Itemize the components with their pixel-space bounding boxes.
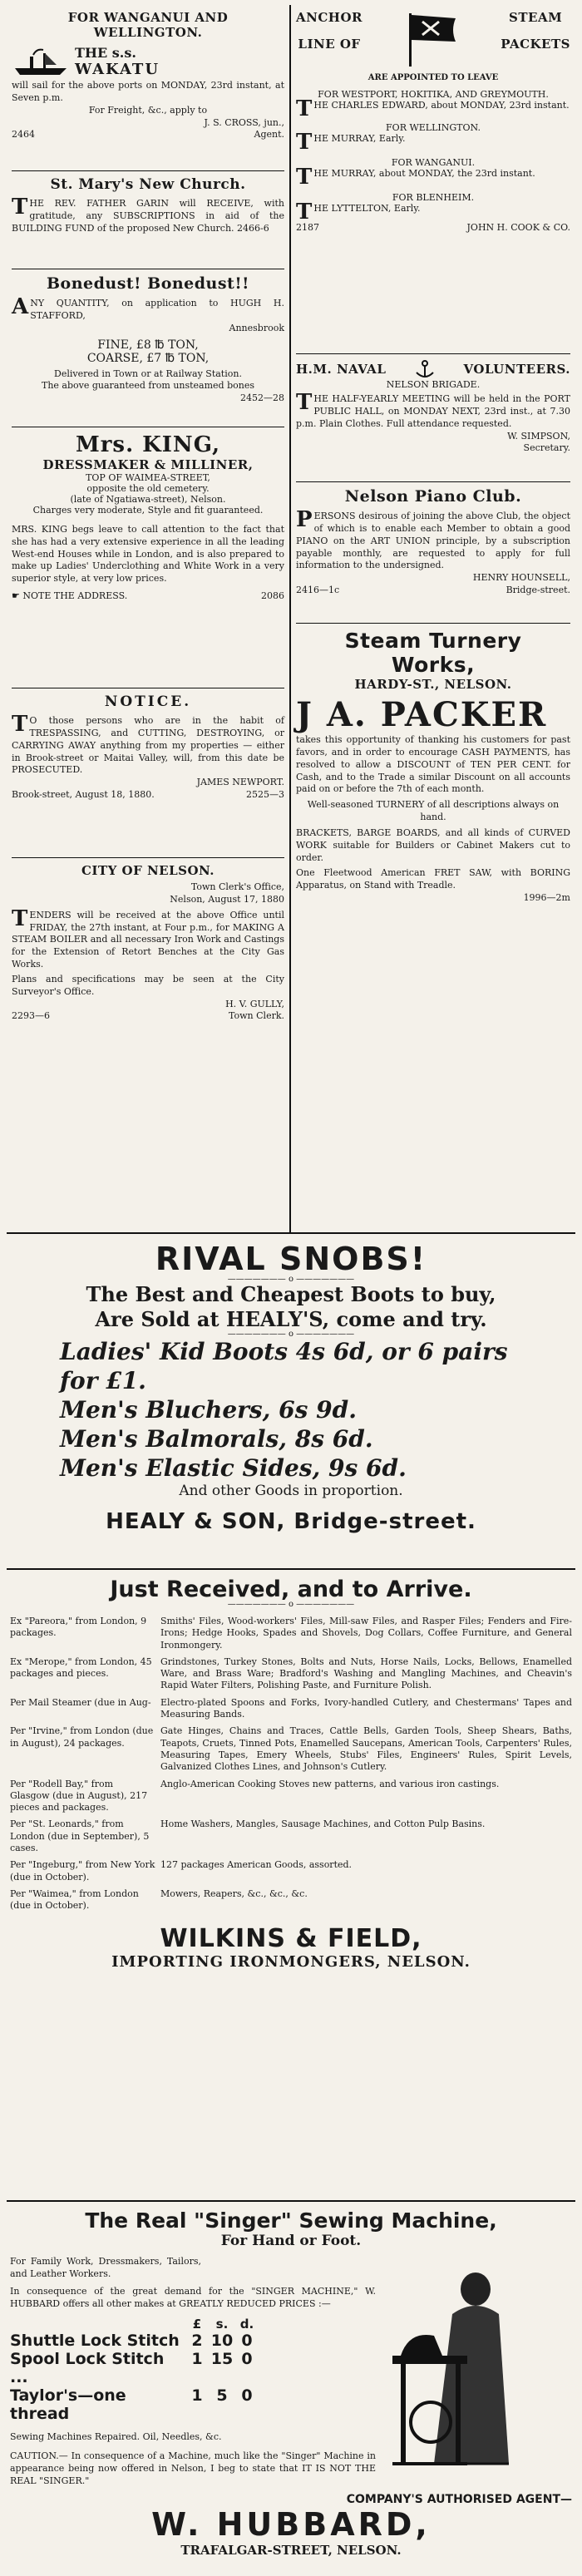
anchor-ref: 2187 — [296, 221, 319, 233]
shipment-row — [10, 1697, 572, 1721]
shipment-source: Per Mail Steamer (due in Aug- — [10, 1696, 151, 1708]
shipment-row — [10, 1859, 572, 1883]
piano-place: Bridge-street. — [506, 585, 570, 596]
wakatu-ship-line: THE s.s. — [75, 45, 136, 61]
piano-title: Nelson Piano Club. — [344, 487, 522, 506]
shipment-row — [10, 1779, 572, 1814]
wakatu-title: FOR WANGANUI AND WELLINGTON. — [67, 10, 229, 40]
king-note: NOTE THE ADDRESS. — [22, 590, 128, 602]
bonedust-place: Annesbrook — [229, 322, 284, 333]
singer-price-list — [10, 2332, 376, 2423]
snobs-item1: Ladies' Kid Boots 4s 6d, or 6 pairs — [60, 1338, 508, 1365]
bonedust-guarantee: The above guaranteed from unsteamed bones — [42, 380, 254, 392]
anchor-sec1-body: THE CHARLES EDWARD, about MONDAY, 23rd instant. — [296, 96, 570, 121]
sewing-machine-illustration — [376, 2256, 559, 2480]
anchor-sec2-body: THE MURRAY, Early. — [296, 129, 406, 155]
shipment-goods: 127 packages American Goods, assorted. — [160, 1859, 353, 1871]
wakatu-freight: For Freight, &c., apply to — [88, 104, 208, 116]
shipment-source: Per "St. Leonards," from London (due in September), 5 cases. — [10, 1818, 150, 1854]
piano-name: HENRY HOUNSELL, — [472, 572, 570, 584]
anchor-right2: PACKETS — [501, 37, 570, 52]
rival-snobs-ad — [7, 1234, 575, 1570]
anchor-left1: ANCHOR — [296, 10, 363, 25]
bonedust-title: Bonedust! Bonedust!! — [46, 274, 250, 293]
piano-body: PERSONS desirous of joining the above Club, the object of which is to enable each Member to obtain a good PIANO on the ART UNION principle, by a subscription payable monthly, are requested to apply for full information to the undersigned. — [296, 507, 570, 571]
machine-name: Taylor's—one thread — [10, 2386, 126, 2424]
notice-title: NOTICE. — [104, 693, 192, 710]
king-ad — [12, 427, 284, 688]
nelson-role: Town Clerk. — [229, 1010, 284, 1022]
king-ref: 2086 — [261, 590, 284, 602]
king-body: MRS. KING begs leave to call attention to the fact that she has had a very extensive experience in all the leading West-end Houses while in London, and is also prepared to make up Ladies' Underclothing and White Work in a very superior style, at very low prices. — [12, 523, 284, 585]
ornament-divider-2: ——————— o ——————— — [227, 1330, 355, 1339]
packer-address: HARDY-ST., NELSON. — [354, 677, 512, 692]
packer-brackets: BRACKETS, BARGE BOARDS, and all kinds of CURVED WORK suitable for Builders or Cabinet Makers cut to order. — [296, 827, 570, 863]
singer-name: W. HUBBARD, — [151, 2505, 431, 2543]
naval-right: VOLUNTEERS. — [463, 362, 570, 377]
wakatu-ref: 2464 — [12, 129, 35, 141]
bonedust-body: ANY QUANTITY, on application to HUGH H. STAFFORD, — [12, 294, 284, 321]
price-row — [10, 2350, 376, 2386]
singer-price-head — [10, 2317, 376, 2332]
machine-name: Shuttle Lock Stitch — [10, 2332, 180, 2351]
shipment-row — [10, 1725, 572, 1773]
anchor-sec4: FOR BLENHEIM. — [392, 191, 475, 203]
singer-use: For Family Work, Dressmakers, Tailors, and Leather Workers. — [10, 2256, 201, 2279]
anchor-right1: STEAM — [509, 10, 563, 25]
head-pounds: £ — [192, 2317, 202, 2332]
shipment-goods: Home Washers, Mangles, Sausage Machines, and Cotton Pulp Basins. — [160, 1818, 486, 1830]
wilkins-entries — [10, 1616, 572, 1912]
anchor-sec1: FOR WESTPORT, HOKITIKA, AND GREYMOUTH. — [318, 89, 549, 100]
king-trade: DRESSMAKER & MILLINER, — [42, 457, 254, 472]
packer-saw: One Fleetwood American FRET SAW, with BORING Apparatus, on Stand with Treadle. — [296, 867, 570, 891]
singer-repaired: Sewing Machines Repaired. Oil, Needles, &c. — [10, 2431, 222, 2443]
price-pence: 0 — [241, 2386, 253, 2406]
shipment-source: Ex "Merope," from London, 45 packages and pieces. — [10, 1656, 152, 1680]
singer-agent: COMPANY'S AUTHORISED AGENT— — [346, 2492, 572, 2506]
wilkins-tagline: IMPORTING IRONMONGERS, NELSON. — [111, 1952, 471, 1971]
packer-ref: 1996—2m — [523, 892, 570, 904]
machine-name: Spool Lock Stitch ... — [10, 2350, 165, 2387]
head-shillings: s. — [215, 2317, 229, 2332]
nelson-date: Nelson, August 17, 1880 — [170, 893, 284, 905]
shipment-goods: Mowers, Reapers, &c., &c., &c. — [160, 1888, 308, 1899]
anchor-sec4-body: THE LYTTELTON, Early. — [296, 199, 421, 225]
nelson-name: H. V. GULLY, — [225, 998, 284, 1009]
price-pounds: 1 — [191, 2350, 203, 2369]
notice-body: TO those persons who are in the habit of TRESPASSING, and CUTTING, DESTROYING, or CARRYING AWAY anything from my properties — either in Brook-street or Maitai Valley, will, from this date be PROSECUTED. — [12, 712, 284, 776]
anchor-sec3: FOR WANGANUI. — [391, 156, 476, 168]
anchor-left2: LINE OF — [298, 37, 361, 52]
bonedust-ad — [12, 269, 284, 427]
shipment-source: Per "Irvine," from London (due in August), 24 packages. — [10, 1725, 154, 1749]
shipment-source: Per "Waimea," from London (due in October). — [10, 1888, 139, 1912]
nelson-office: Town Clerk's Office, — [190, 881, 284, 892]
piano-club-ad — [296, 482, 570, 624]
nelson-ref: 2293—6 — [12, 1010, 50, 1022]
wakatu-agent-name: J. S. CROSS, jun., — [204, 116, 284, 128]
king-address: TOP OF WAIMEA-STREET, — [86, 472, 210, 483]
snobs-proportion: And other Goods in proportion. — [179, 1483, 403, 1499]
notice-ref: 2525—3 — [246, 789, 284, 801]
wakatu-ad — [12, 5, 284, 171]
king-opposite: opposite the old cemetery. — [86, 483, 210, 494]
anchor-line-ad — [296, 5, 570, 354]
singer-intro: In consequence of the great demand for the "SINGER MACHINE," W. HUBBARD offers all other makes at GREATLY REDUCED PRICES :— — [10, 2285, 376, 2309]
wilkins-title: Just Received, and to Arrive. — [110, 1577, 472, 1602]
top-columns — [7, 5, 575, 1234]
bonedust-ref: 2452—28 — [240, 392, 284, 404]
packer-body: takes this opportunity of thanking his customers for past favors, and in order to encourage CASH PAYMENTS, has resolved to allow a DISCOUNT of TEN PER CENT. for Cash, and to the Trade a similar Discount on all accounts paid on or before the 7th of each month. — [296, 734, 570, 795]
right-column — [291, 5, 575, 1232]
ornament-divider: ——————— o ——————— — [227, 1275, 355, 1284]
head-pence: d. — [239, 2317, 254, 2332]
shipment-row — [10, 1616, 572, 1651]
shipment-goods: Grindstones, Turkey Stones, Bolts and Nuts, Horse Nails, Locks, Bellows, Enamelled Ware, and Brass Ware; Bradford's Washing and Mangling Machines, and Cheavin's Rapid Water Filters, Polishing Paste, and Furniture Polish. — [160, 1656, 572, 1691]
wakatu-body: will sail for the above ports on MONDAY, 23rd instant, at Seven p.m. — [12, 80, 284, 103]
nelson-title: CITY OF NELSON. — [81, 863, 215, 878]
shipment-source: Per "Rodell Bay," from Glasgow (due in August), 217 pieces and packages. — [10, 1778, 148, 1814]
king-late: (late of Ngatiawa-street), Nelson. — [70, 494, 226, 505]
singer-title: The Real "Singer" Sewing Machine, — [85, 2208, 497, 2233]
price-row — [10, 2332, 376, 2350]
packer-title2: Works, — [391, 653, 476, 677]
snobs-item2: Men's Bluchers, 6s 9d. — [60, 1396, 357, 1424]
singer-address: TRAFALGAR-STREET, NELSON. — [180, 2542, 402, 2558]
naval-left: H.M. NAVAL — [296, 362, 387, 377]
snobs-title: RIVAL SNOBS! — [155, 1241, 427, 1277]
wakatu-ship-name: WAKATU — [75, 61, 160, 78]
price-shillings: 15 — [210, 2350, 234, 2369]
bonedust-fine: FINE, £8 ℔ TON, — [97, 338, 199, 352]
snobs-firm: HEALY & SON, Bridge-street. — [106, 1509, 476, 1534]
steamship-icon — [12, 45, 70, 78]
snobs-item4: Men's Elastic Sides, 9s 6d. — [60, 1454, 407, 1482]
wilkins-field-ad — [7, 1570, 575, 2202]
church-title: St. Mary's New Church. — [50, 176, 246, 193]
price-row — [10, 2386, 376, 2423]
shipment-row — [10, 1818, 572, 1854]
anchor-sec3-body: THE MURRAY, about MONDAY, the 23rd instant. — [296, 164, 535, 190]
piano-ref: 2416—1c — [296, 585, 340, 596]
shipment-source: Ex "Pareora," from London, 9 packages. — [10, 1616, 147, 1639]
left-column — [7, 5, 291, 1232]
wakatu-agent-role: Agent. — [254, 129, 284, 141]
notice-name: JAMES NEWPORT. — [196, 777, 284, 788]
singer-ad — [7, 2202, 575, 2568]
anchor-sec2: FOR WELLINGTON. — [386, 121, 481, 133]
church-ad — [12, 171, 284, 269]
shipment-goods: Electro-plated Spoons and Forks, Ivory-handled Cutlery, and Chestermans' Tapes and Measuring Bands. — [160, 1696, 572, 1720]
flag-icon — [402, 10, 461, 68]
shipment-goods: Anglo-American Cooking Stoves new patterns, and various iron castings. — [160, 1778, 500, 1789]
packer-title1: Steam Turnery — [344, 629, 522, 653]
nelson-tender-ad — [12, 858, 284, 1027]
shipment-goods: Gate Hinges, Chains and Traces, Cattle Bells, Garden Tools, Sheep Shears, Baths, Teapots, Cruets, Tinned Pots, Enamelled Saucepans, American Tools, Carpenters' Rules, Measuring Tapes, Emery Wheels, Stubs' Files, Engineers' Rules, Spirit Levels, Galvanized Clothes Lines, and Johnson's Cutlery. — [160, 1725, 572, 1773]
snobs-item3: Men's Balmorals, 8s 6d. — [60, 1425, 373, 1453]
bonedust-coarse: COARSE, £7 ℔ TON, — [86, 351, 210, 365]
packer-turnery: Well-seasoned TURNERY of all descriptions always on hand. — [307, 799, 560, 823]
price-pence: 0 — [241, 2350, 253, 2369]
price-pounds: 2 — [191, 2332, 203, 2351]
singer-subtitle: For Hand or Foot. — [220, 2233, 362, 2249]
nelson-plans: Plans and specifications may be seen at the City Surveyor's Office. — [12, 973, 284, 997]
anchor-agent: JOHN H. COOK & CO. — [466, 221, 570, 233]
shipment-row — [10, 1888, 572, 1912]
church-body: THE REV. FATHER GARIN will RECEIVE, with gratitude, any SUBSCRIPTIONS in aid of the BUILDING FUND of the proposed New Church. 2466-6 — [12, 195, 284, 234]
packer-turnery-ad — [296, 624, 570, 910]
naval-role: Secretary. — [523, 442, 570, 454]
snobs-item1b: for £1. — [60, 1367, 146, 1394]
king-charges: Charges very moderate, Style and fit guaranteed. — [32, 505, 264, 516]
packer-name: J A. PACKER — [296, 695, 548, 734]
shipment-row — [10, 1656, 572, 1692]
naval-body: THE HALF-YEARLY MEETING will be held in the PORT PUBLIC HALL, on MONDAY NEXT, 23rd inst., at 7.30 p.m. Plain Clothes. Full attendance requested. — [296, 390, 570, 429]
price-shillings: 5 — [216, 2386, 228, 2406]
nelson-body: TENDERS will be received at the above Office until FRIDAY, the 27th instant, at Four p.m., for MAKING A STEAM BOILER and all necessary Iron Work and Castings for the Extension of Retort Benches at the City Gas Works. — [12, 906, 284, 970]
notice-ad — [12, 688, 284, 858]
price-pounds: 1 — [191, 2386, 203, 2406]
shipment-goods: Smiths' Files, Wood-workers' Files, Mill-saw Files, and Rasper Files; Fenders and Fire-Irons; Hedge Hooks, Spades and Shovels, Dog Collars, Coffee Furniture, and General Ironmongery. — [160, 1616, 572, 1651]
bonedust-delivery: Delivered in Town or at Railway Station. — [54, 368, 242, 379]
naval-volunteers-ad — [296, 354, 570, 482]
notice-date: Brook-street, August 18, 1880. — [12, 789, 155, 801]
wilkins-firm: WILKINS & FIELD, — [160, 1923, 422, 1953]
king-name: Mrs. KING, — [75, 432, 221, 457]
pointing-hand-icon: ☛ — [12, 590, 20, 602]
anchor-appointed: ARE APPOINTED TO LEAVE — [367, 73, 499, 82]
anchor-emblem-icon — [408, 359, 441, 379]
price-pence: 0 — [241, 2332, 253, 2351]
price-shillings: 10 — [210, 2332, 234, 2351]
ornament-divider-3: ——————— o ——————— — [227, 1600, 355, 1609]
snobs-line2: Are Sold at HEALY'S, come and try. — [95, 1307, 487, 1331]
singer-caution: CAUTION.— In consequence of a Machine, much like the "Singer" Machine in appearance being now offered in Nelson, I beg to state that IT IS NOT THE REAL "SINGER." — [10, 2450, 376, 2486]
naval-brigade: NELSON BRIGADE. — [386, 379, 481, 390]
snobs-line1: The Best and Cheapest Boots to buy, — [86, 1282, 496, 1306]
shipment-source: Per "Ingeburg," from New York (due in October). — [10, 1859, 155, 1883]
naval-name: W. SIMPSON, — [507, 430, 570, 442]
